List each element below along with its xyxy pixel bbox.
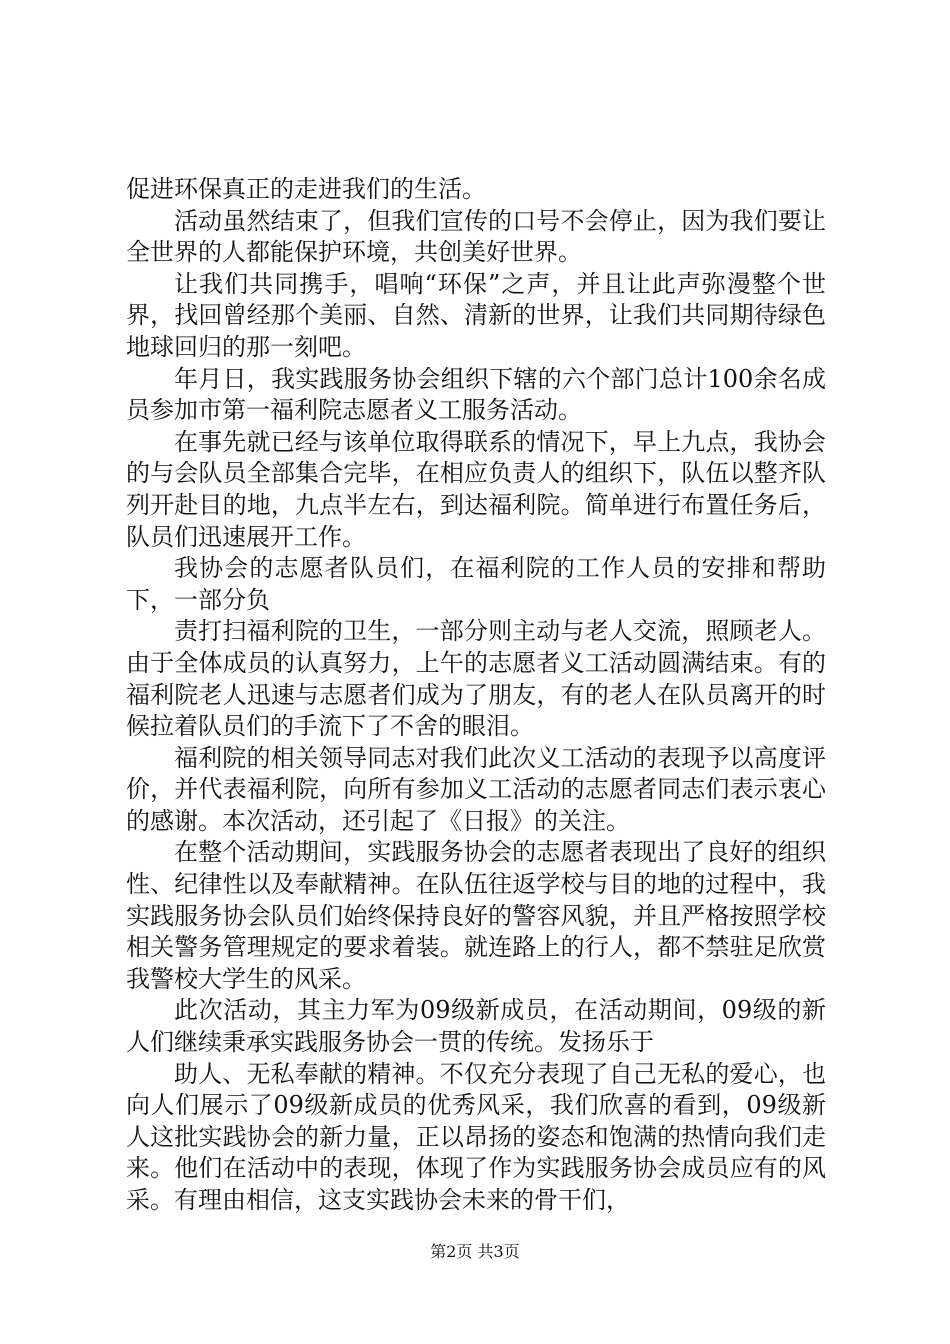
paragraph: 促进环保真正的走进我们的生活。 xyxy=(126,175,486,203)
paragraph: 此次活动，其主力军为09级新成员，在活动期间，09级的新人们继续秉承实践服务协会一贯的传统。发扬乐于 xyxy=(126,996,826,1057)
paragraph: 年月日，我实践服务协会组织下辖的六个部门总计100余名成员参加市第一福利院志愿者义工服务活动。 xyxy=(126,364,826,425)
paragraph: 让我们共同携手，唱响“环保”之声，并且让此声弥漫整个世界，找回曾经那个美丽、自然、清新的世界，让我们共同期待绿色地球回归的那一刻吧。 xyxy=(126,269,826,361)
paragraph: 责打扫福利院的卫生，一部分则主动与老人交流，照顾老人。由于全体成员的认真努力，上午的志愿者义工活动圆满结束。有的福利院老人迅速与志愿者们成为了朋友，有的老人在队员离开的时候拉着队员们的手流下了不舍的眼泪。 xyxy=(126,617,826,741)
paragraph: 在整个活动期间，实践服务协会的志愿者表现出了良好的组织性、纪律性以及奉献精神。在队伍往返学校与目的地的过程中，我实践服务协会队员们始终保持良好的警容风貌，并且严格按照学校相关警务管理规定的要求着装。就连路上的行人，都不禁驻足欣赏我警校大学生的风采。 xyxy=(126,838,826,993)
paragraph: 我协会的志愿者队员们，在福利院的工作人员的安排和帮助下，一部分负 xyxy=(126,554,826,614)
paragraph: 福利院的相关领导同志对我们此次义工活动的表现予以高度评价，并代表福利院，向所有参加义工活动的志愿者同志们表示衷心的感谢。本次活动，还引起了《日报》的关注。 xyxy=(126,743,826,835)
page-footer: 第2页 共3页 xyxy=(430,1242,520,1261)
paragraph: 在事先就已经与该单位取得联系的情况下，早上九点，我协会的与会队员全部集合完毕，在相应负责人的组织下，队伍以整齐队列开赴目的地，九点半左右，到达福利院。简单进行布置任务后，队员们迅速展开工作。 xyxy=(126,427,826,551)
paragraph: 活动虽然结束了，但我们宣传的口号不会停止，因为我们要让全世界的人都能保护环境，共创美好世界。 xyxy=(126,206,826,267)
document-body xyxy=(126,174,826,1217)
paragraph: 助人、无私奉献的精神。不仅充分表现了自己无私的爱心，也向人们展示了09级新成员的优秀风采，我们欣喜的看到，09级新人这批实践协会的新力量，正以昂扬的姿态和饱满的热情向我们走来。他们在活动中的表现，体现了作为实践服务协会成员应有的风采。有理由相信，这支实践协会未来的骨干们， xyxy=(126,1059,826,1214)
